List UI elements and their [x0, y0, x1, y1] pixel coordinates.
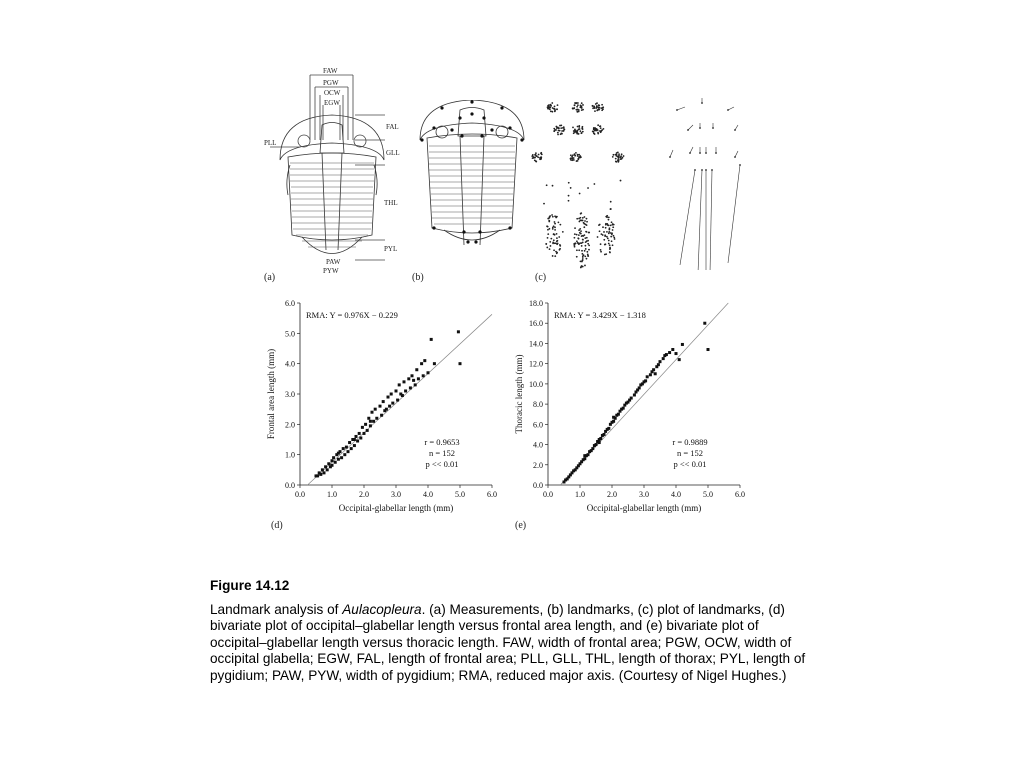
- panel-d-label: (d): [271, 520, 283, 531]
- data-point: [675, 352, 678, 355]
- data-point: [382, 400, 385, 403]
- data-point: [343, 453, 346, 456]
- data-point: [369, 420, 372, 423]
- stat-line: r = 0.9889: [672, 437, 708, 447]
- x-tick-label: 3.0: [391, 490, 401, 499]
- label-pll: PLL: [264, 139, 277, 147]
- panel-b-landmark-diagram: [412, 100, 532, 250]
- data-point: [361, 426, 364, 429]
- data-point: [659, 360, 662, 363]
- data-point: [359, 436, 362, 439]
- data-point: [420, 362, 423, 365]
- data-point: [422, 374, 425, 377]
- y-axis-label: Thoracic length (mm): [514, 354, 524, 434]
- data-point: [371, 411, 374, 414]
- data-point: [398, 383, 401, 386]
- data-point: [407, 377, 410, 380]
- data-point: [617, 413, 620, 416]
- x-tick-label: 6.0: [487, 490, 497, 499]
- data-point: [337, 458, 340, 461]
- label-pyl: PYL: [384, 245, 398, 253]
- data-point: [678, 358, 681, 361]
- label-ocw: OCW: [324, 89, 341, 97]
- data-point: [630, 397, 633, 400]
- label-thl: THL: [384, 199, 398, 207]
- data-point: [414, 383, 417, 386]
- stat-line: r = 0.9653: [424, 437, 460, 447]
- data-point: [657, 363, 660, 366]
- data-point: [612, 420, 615, 423]
- data-point: [353, 444, 356, 447]
- data-point: [324, 465, 327, 468]
- landmark-cluster: [593, 183, 595, 185]
- data-point: [375, 417, 378, 420]
- data-point: [587, 453, 590, 456]
- x-tick-label: 6.0: [735, 490, 745, 499]
- data-point: [591, 447, 594, 450]
- data-point: [411, 374, 414, 377]
- data-point: [372, 420, 375, 423]
- data-point: [652, 368, 655, 371]
- data-point: [599, 437, 602, 440]
- landmark-cluster: [592, 102, 605, 112]
- data-point: [345, 446, 348, 449]
- x-tick-label: 3.0: [639, 490, 649, 499]
- data-point: [383, 409, 386, 412]
- label-faw: FAW: [323, 67, 338, 75]
- stat-line: n = 152: [428, 448, 456, 458]
- y-tick-label: 16.0: [529, 319, 543, 329]
- data-point: [353, 438, 356, 441]
- landmark-cluster: [572, 125, 584, 135]
- panel-a-label: (a): [264, 272, 276, 283]
- landmark-cluster: [531, 152, 542, 163]
- label-fal: FAL: [386, 123, 399, 131]
- y-tick-label: 4.0: [533, 440, 543, 450]
- data-point: [433, 362, 436, 365]
- data-point: [423, 359, 426, 362]
- caption-rest: . (a) Measurements, (b) landmarks, (c) plot of landmarks, (d) bivariate plot of occipital–glabellar length versus frontal area length, and (e) bivariate plot of occipital–glabellar length versus thoracic length. FAW, width of frontal area; PGW, OCW, width of occipital glabella; EGW, FAL, length of frontal area; PLL, GLL, THL, length of thorax; PYL, length of pygidium; PAW, PYW, width of pygidium; RMA, reduced major axis. (Courtesy of Nigel Hughes.): [210, 601, 806, 683]
- data-point: [340, 456, 343, 459]
- landmark-cluster: [610, 208, 612, 210]
- data-point: [633, 394, 636, 397]
- data-point: [326, 468, 329, 471]
- data-point: [457, 330, 460, 333]
- y-tick-label: 5.0: [285, 329, 295, 339]
- rma-regression-line: [308, 314, 492, 485]
- y-tick-label: 4.0: [285, 359, 295, 369]
- figure-title: Figure 14.12: [210, 578, 290, 593]
- stat-line: p << 0.01: [425, 459, 459, 469]
- data-point: [622, 407, 625, 410]
- data-point: [367, 417, 370, 420]
- data-point: [391, 402, 394, 405]
- y-tick-label: 1.0: [285, 450, 295, 460]
- data-point: [358, 432, 361, 435]
- data-point: [654, 372, 657, 375]
- data-point: [409, 386, 412, 389]
- data-point: [598, 441, 601, 444]
- data-point: [379, 405, 382, 408]
- landmark-cluster: [547, 102, 559, 113]
- y-tick-label: 6.0: [285, 299, 295, 308]
- data-point: [681, 343, 684, 346]
- x-tick-label: 2.0: [359, 490, 369, 499]
- x-tick-label: 4.0: [671, 490, 681, 499]
- x-tick-label: 2.0: [607, 490, 617, 499]
- landmark-cluster: [579, 193, 581, 195]
- data-point: [644, 379, 647, 382]
- landmark-cluster: [543, 203, 545, 205]
- y-tick-label: 14.0: [529, 339, 543, 349]
- landmark-cluster: [587, 187, 589, 189]
- y-tick-label: 12.0: [529, 359, 543, 369]
- data-point: [388, 405, 391, 408]
- data-point: [390, 393, 393, 396]
- x-tick-label: 0.0: [543, 490, 553, 499]
- x-axis-label: Occipital-glabellar length (mm): [586, 503, 702, 513]
- landmark-dots: [420, 100, 523, 243]
- panel-c-landmark-plot: [530, 95, 770, 270]
- label-pgw: PGW: [323, 79, 339, 87]
- data-point: [649, 373, 652, 376]
- caption-lead: Landmark analysis of: [210, 601, 343, 617]
- data-point: [625, 402, 628, 405]
- data-point: [387, 396, 390, 399]
- data-point: [612, 416, 615, 419]
- data-point: [323, 471, 326, 474]
- y-tick-label: 3.0: [285, 390, 295, 399]
- data-point: [399, 393, 402, 396]
- data-point: [662, 357, 665, 360]
- data-point: [427, 371, 430, 374]
- landmark-cluster: [545, 214, 563, 257]
- landmark-cluster: [597, 215, 616, 256]
- panel-c-label: (c): [535, 272, 547, 283]
- data-point: [430, 338, 433, 341]
- rma-equation-label: RMA: Y = 3.429X − 1.318: [554, 310, 646, 320]
- landmark-cluster: [612, 151, 625, 162]
- data-point: [396, 399, 399, 402]
- x-tick-label: 4.0: [423, 490, 433, 499]
- landmark-cluster: [570, 152, 582, 162]
- panel-e-label: (e): [515, 520, 527, 531]
- label-paw: PAW: [326, 258, 341, 266]
- data-point: [364, 423, 367, 426]
- data-point: [668, 351, 671, 354]
- landmark-cluster: [570, 187, 572, 189]
- landmark-cluster: [573, 212, 590, 268]
- figure-caption: [210, 578, 810, 684]
- x-tick-label: 1.0: [575, 490, 585, 499]
- data-point: [331, 459, 334, 462]
- chart-e-thoracic-scatter: [510, 295, 755, 525]
- label-gll: GLL: [386, 149, 400, 157]
- stat-line: n = 152: [676, 448, 704, 458]
- data-point: [321, 468, 324, 471]
- data-point: [366, 429, 369, 432]
- data-point: [350, 447, 353, 450]
- y-tick-label: 0.0: [285, 481, 295, 490]
- panel-b-label: (b): [412, 272, 424, 283]
- data-point: [347, 450, 350, 453]
- x-axis-label: Occipital-glabellar length (mm): [338, 503, 454, 513]
- data-point: [316, 474, 319, 477]
- data-point: [415, 368, 418, 371]
- data-point: [403, 380, 406, 383]
- data-point: [342, 447, 345, 450]
- data-point: [369, 424, 372, 427]
- data-point: [417, 377, 420, 380]
- landmark-cluster: [568, 200, 570, 202]
- rma-equation-label: RMA: Y = 0.976X − 0.229: [306, 310, 398, 320]
- data-point: [603, 433, 606, 436]
- data-point: [380, 414, 383, 417]
- data-point: [638, 386, 641, 389]
- caption-text: [210, 602, 810, 685]
- data-point: [583, 454, 586, 457]
- label-pyw: PYW: [323, 267, 339, 275]
- data-point: [583, 457, 586, 460]
- y-tick-label: 18.0: [529, 299, 543, 308]
- data-point: [459, 362, 462, 365]
- data-point: [412, 379, 415, 382]
- label-egw: EGW: [324, 99, 340, 107]
- y-tick-label: 10.0: [529, 379, 543, 389]
- y-tick-label: 2.0: [533, 460, 543, 470]
- data-point: [332, 456, 335, 459]
- landmark-cluster: [552, 185, 554, 187]
- data-point: [327, 462, 330, 465]
- data-point: [404, 389, 407, 392]
- data-point: [707, 348, 710, 351]
- data-point: [334, 461, 337, 464]
- landmark-cluster: [553, 124, 565, 135]
- data-point: [595, 443, 598, 446]
- data-point: [337, 452, 340, 455]
- chart-d-frontal-area-scatter: [262, 295, 502, 525]
- figure-top-row: [255, 60, 775, 285]
- stat-line: p << 0.01: [673, 459, 707, 469]
- landmark-cluster: [620, 180, 622, 182]
- y-tick-label: 6.0: [533, 420, 543, 430]
- y-tick-label: 2.0: [285, 420, 295, 430]
- x-tick-label: 5.0: [455, 490, 465, 499]
- landmark-cluster: [610, 201, 612, 203]
- data-point: [356, 440, 359, 443]
- data-point: [348, 441, 351, 444]
- data-point: [671, 348, 674, 351]
- landmark-vectors: [669, 98, 741, 270]
- landmark-cluster: [568, 182, 570, 184]
- y-axis-label: Frontal area length (mm): [266, 348, 276, 440]
- data-point: [395, 389, 398, 392]
- data-point: [374, 408, 377, 411]
- data-point: [665, 353, 668, 356]
- x-tick-label: 5.0: [703, 490, 713, 499]
- data-point: [641, 382, 644, 385]
- x-tick-label: 1.0: [327, 490, 337, 499]
- panel-a-measurement-diagram: [260, 65, 405, 280]
- y-tick-label: 8.0: [533, 400, 543, 410]
- data-point: [319, 473, 322, 476]
- data-point: [331, 464, 334, 467]
- landmark-cluster: [568, 195, 570, 197]
- data-point: [363, 432, 366, 435]
- plot-area: [300, 303, 492, 485]
- landmark-cluster: [572, 102, 584, 113]
- data-point: [703, 322, 706, 325]
- y-tick-label: 0.0: [533, 481, 543, 490]
- data-point: [355, 435, 358, 438]
- landmark-cluster: [546, 184, 548, 186]
- data-point: [607, 427, 610, 430]
- data-point: [646, 375, 649, 378]
- x-tick-label: 0.0: [295, 490, 305, 499]
- landmark-cluster: [592, 124, 605, 135]
- caption-genus: Aulacopleura: [342, 601, 422, 617]
